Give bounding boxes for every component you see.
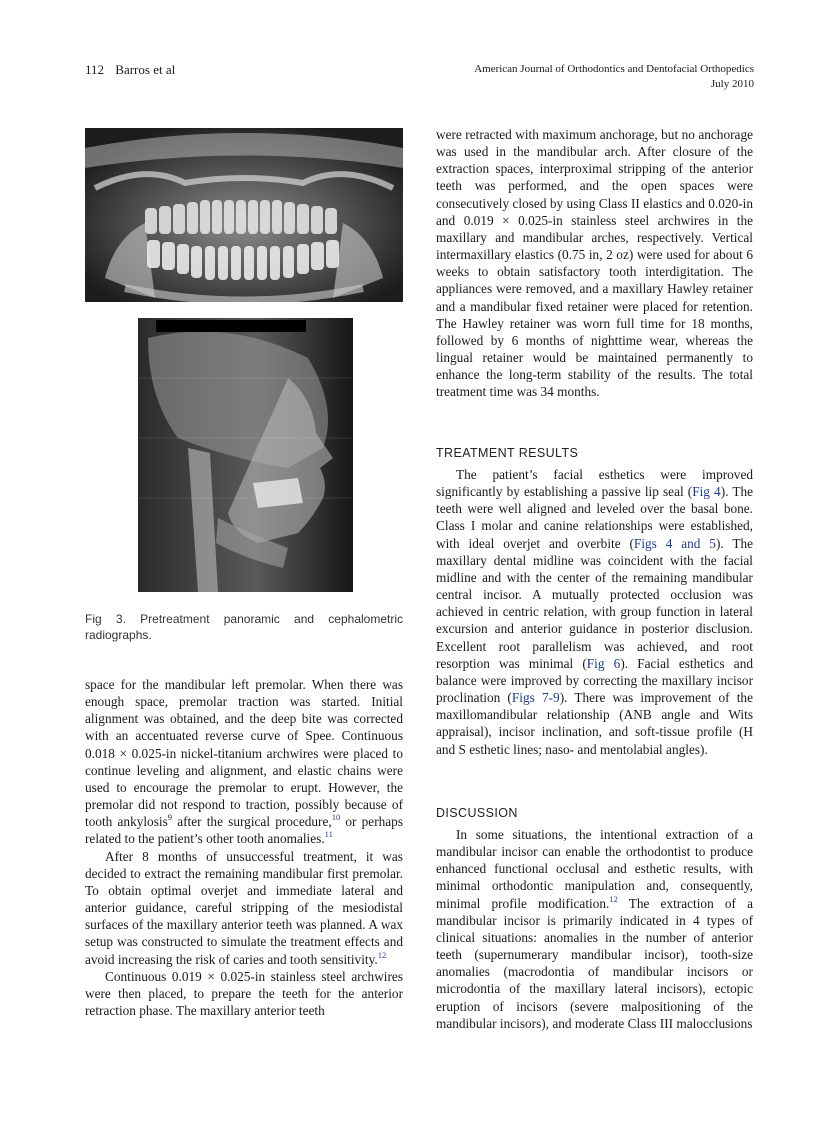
discussion-text (436, 826, 753, 1032)
treatment-results-text (436, 466, 753, 758)
section-heading-discussion: DISCUSSION (436, 806, 518, 820)
figure-reference-link[interactable]: Fig 4 (692, 484, 721, 500)
paragraph: The patient’s facial esthetics were improved significantly by establishing a passive lip seal (Fig 4). The teeth were well aligned and leveled over the basal bone. Class I molar and canine relationships were established, with ideal overjet and overbite (Figs 4 and 5). The maxillary dental midline was coincident with the facial midline and with the center of the remaining mandibular central incisor. A mutually protected occlusion was achieved in centric relation, with group function in lateral excursion and anterior guidance in posterior disclusion. Excellent root parallelism was achieved, and root resorption was minimal (Fig 6). Facial esthetics and balance were improved by correcting the maxillary incisor proclination (Figs 7-9). There was improvement of the maxillomandibular relationship (ANB angle and Wits appraisal), incisor inclination, and soft-tissue profile (H and S esthetic lines; naso- and mentolabial angles). (436, 467, 753, 757)
issue-date: July 2010 (710, 78, 754, 90)
panoramic-radiograph (85, 128, 403, 302)
figure-reference-link[interactable]: Figs 7-9 (511, 690, 560, 706)
citation: 10 (331, 812, 341, 823)
citation: 12 (377, 949, 387, 960)
paragraph: In some situations, the intentional extraction of a mandibular incisor can enable the orthodontist to produce enhanced functional occlusal and esthetic results, with minimal orthodontic manipulation and, consequently, minimal profile modification.$^{12}$ The extraction of a mandibular incisor is primarily indicated in 4 types of clinical situations: anomalies in the number of anterior teeth (supernumerary mandibular incisor), tooth-size anomalies (macrodontia of mandibular incisors or microdontia of the maxillary lateral incisors), ectopic eruption of incisors (severe malpositioning of the mandibular incisors), and moderate Class III malocclusions (436, 827, 753, 1031)
running-header-left (85, 62, 175, 78)
author-name: Barros et al (115, 62, 176, 77)
cephalometric-radiograph (138, 318, 353, 592)
citation: 12 (609, 893, 618, 904)
paragraph: Continuous 0.019 × 0.025-in stainless steel archwires were then placed, to prepare the teeth for the anterior retraction phase. The maxillary anterior teeth (85, 968, 403, 1018)
figure-caption: Fig 3. Pretreatment panoramic and cephalometric radiographs. (85, 612, 403, 642)
figure-reference-link[interactable]: Fig 6 (586, 655, 621, 671)
right-column-text-top (436, 126, 753, 401)
citation: 11 (324, 829, 333, 840)
running-header-right (474, 62, 754, 92)
journal-title: American Journal of Orthodontics and Dentofacial Orthopedics (474, 63, 754, 75)
page-number: 112 (85, 62, 105, 77)
paragraph: space for the mandibular left premolar. When there was enough space, premolar traction was started. Initial alignment was obtained, and the deep bite was corrected with an accentuated reverse curve of Spee. Continuous 0.018 × 0.025-in nickel-titanium archwires were placed to continue leveling and alignment, and elastic chains were used to encourage the premolar to erupt. However, the premolar did not respond to traction, possibly because of tooth ankylosis$^9$ after the surgical procedure,$^{10}$ or perhaps related to the patient’s other tooth anomalies.$^{11}$ (85, 677, 404, 847)
citation: 9 (167, 812, 173, 823)
redaction-bar (156, 320, 306, 332)
paragraph: were retracted with maximum anchorage, but no anchorage was used in the mandibular arch. After closure of the extraction spaces, interproximal stripping of the anterior teeth was performed, and the open spaces were consecutively closed by using Class II elastics and 0.020-in and 0.019 × 0.025-in stainless steel archwires in the maxillary and mandibular arches, respectively. Vertical intermaxillary elastics (0.75 in, 2 oz) were used for about 6 weeks to obtain satisfactory tooth interdigitation. The appliances were removed, and a maxillary Hawley retainer and a mandibular fixed retainer were placed for retention. The Hawley retainer was worn full time for 18 months, followed by 6 months of nighttime wear, whereas the lingual retainer would be maintained permanently to enhance the long-term stability of the results. The total treatment time was 34 months. (436, 127, 753, 400)
paragraph: After 8 months of unsuccessful treatment, it was decided to extract the remaining mandibular first premolar. To obtain optimal overjet and immediate lateral and anterior guidance, careful stripping of the mesiodistal surfaces of the maxillary anterior teeth was planned. A wax setup was constructed to simulate the treatment effects and avoid increasing the risk of caries and tooth sensitivity.$^{12}$ (85, 848, 403, 967)
section-heading-treatment-results: TREATMENT RESULTS (436, 446, 579, 460)
figure-reference-link[interactable]: Figs 4 and 5 (633, 535, 716, 551)
left-column-text (85, 676, 403, 1019)
